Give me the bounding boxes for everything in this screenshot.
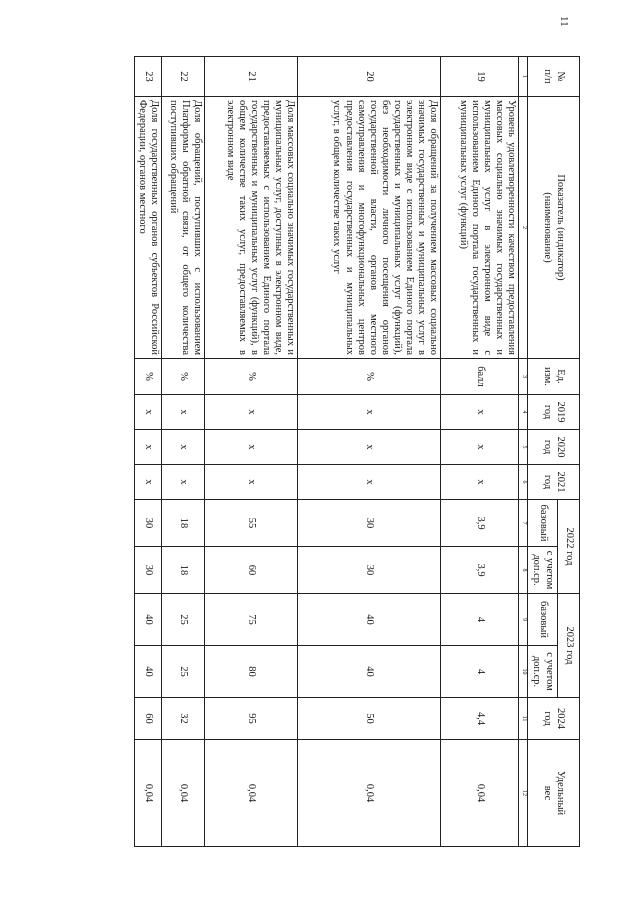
- value-2023-extra: 40: [298, 646, 441, 698]
- header-n: № п/п: [528, 57, 580, 97]
- unit-cell: %: [298, 359, 441, 395]
- column-number: 6: [519, 465, 528, 500]
- indicator-name: Доля обращений за получением массовых социально значимых государственных и муниципальных услуг в электронном виде с использованием Единого портала государственных и муниципальных услуг (функций), без необходимости личного посещения органов государственной власти, органов местного самоуправления и многофункциональных центров предоставления государственных и муниципальных услуг, в общем количестве таких услуг: [298, 97, 441, 359]
- header-2024: 2024 год: [528, 698, 580, 740]
- row-number: 21: [205, 57, 298, 97]
- indicator-name: Доля государственных органов субъектов Российской Федерации, органов местного: [134, 97, 161, 359]
- value-2020: х: [205, 430, 298, 465]
- value-2019: х: [134, 395, 161, 430]
- weight-cell: 0,04: [162, 740, 205, 847]
- column-number: 10: [519, 646, 528, 698]
- indicator-name: Уровень удовлетворенности качеством предоставления массовых социально значимых государственных и муниципальных услуг в электронном виде с использованием Единого портала государственных и муниципальных услуг (функций): [441, 97, 519, 359]
- column-number: 5: [519, 430, 528, 465]
- header-2023-base: базовый: [528, 594, 558, 646]
- value-2019: х: [441, 395, 519, 430]
- header-unit: Ед. изм.: [528, 359, 580, 395]
- row-number: 20: [298, 57, 441, 97]
- header-2020: 2020 год: [528, 430, 580, 465]
- value-2023-base: 40: [134, 594, 161, 646]
- header-2021: 2021 год: [528, 465, 580, 500]
- value-2023-extra: 80: [205, 646, 298, 698]
- column-number: 9: [519, 594, 528, 646]
- table-row: [134, 57, 161, 847]
- row-number: 22: [162, 57, 205, 97]
- rotated-table-wrapper: [110, 56, 580, 846]
- header-2022: 2022 год: [558, 500, 580, 594]
- column-number: 2: [519, 97, 528, 359]
- header-2019: 2019 год: [528, 395, 580, 430]
- value-2022-base: 30: [134, 500, 161, 547]
- weight-cell: 0,04: [298, 740, 441, 847]
- row-number: 19: [441, 57, 519, 97]
- header-row-1: [558, 57, 580, 847]
- weight-cell: 0,04: [205, 740, 298, 847]
- value-2020: х: [162, 430, 205, 465]
- unit-cell: %: [205, 359, 298, 395]
- header-indicator: Показатель (индикатор) (наименование): [528, 97, 580, 359]
- row-number: 23: [134, 57, 161, 97]
- value-2022-base: 3,9: [441, 500, 519, 547]
- value-2023-base: 75: [205, 594, 298, 646]
- indicator-name: Доля массовых социально значимых государственных и муниципальных услуг, доступных в электронном виде, предоставляемых с использованием Единого портала государственных и муниципальных услуг (функций), в общем количестве таких услуг, предоставляемых в электронном виде: [205, 97, 298, 359]
- value-2021: х: [298, 465, 441, 500]
- value-2022-base: 18: [162, 500, 205, 547]
- unit-cell: %: [162, 359, 205, 395]
- column-number: 11: [519, 698, 528, 740]
- weight-cell: 0,04: [441, 740, 519, 847]
- value-2022-extra: 30: [298, 547, 441, 594]
- header-2022-extra: с учетом доп.ср.: [528, 547, 558, 594]
- indicator-name: Доля обращений, поступивших с использованием Платформы обратной связи, от общего количества поступивших обращений: [162, 97, 205, 359]
- column-number: 3: [519, 359, 528, 395]
- value-2024: 95: [205, 698, 298, 740]
- value-2019: х: [205, 395, 298, 430]
- value-2023-base: 4: [441, 594, 519, 646]
- value-2024: 4,4: [441, 698, 519, 740]
- header-2022-base: базовый: [528, 500, 558, 547]
- value-2020: х: [134, 430, 161, 465]
- column-number: 4: [519, 395, 528, 430]
- value-2022-extra: 30: [134, 547, 161, 594]
- value-2019: х: [162, 395, 205, 430]
- value-2021: х: [162, 465, 205, 500]
- header-weight: Удельный вес: [528, 740, 580, 847]
- column-number: 8: [519, 547, 528, 594]
- table-row: [162, 57, 205, 847]
- column-number: 7: [519, 500, 528, 547]
- weight-cell: 0,04: [134, 740, 161, 847]
- value-2020: х: [441, 430, 519, 465]
- table-row: [298, 57, 441, 847]
- table-row: [441, 57, 519, 847]
- value-2020: х: [298, 430, 441, 465]
- value-2022-base: 30: [298, 500, 441, 547]
- value-2022-extra: 18: [162, 547, 205, 594]
- column-number: 1: [519, 57, 528, 97]
- header-2023-extra: с учетом доп.ср.: [528, 646, 558, 698]
- value-2019: х: [298, 395, 441, 430]
- value-2024: 32: [162, 698, 205, 740]
- header-2023: 2023 год: [558, 594, 580, 698]
- value-2021: х: [134, 465, 161, 500]
- value-2022-extra: 3,9: [441, 547, 519, 594]
- table-row: [205, 57, 298, 847]
- value-2022-base: 55: [205, 500, 298, 547]
- column-number-row: [519, 57, 528, 847]
- indicators-table: [134, 56, 580, 847]
- value-2023-base: 40: [298, 594, 441, 646]
- unit-cell: %: [134, 359, 161, 395]
- page-number: 11: [558, 16, 570, 27]
- value-2023-extra: 4: [441, 646, 519, 698]
- value-2023-extra: 25: [162, 646, 205, 698]
- value-2023-extra: 40: [134, 646, 161, 698]
- column-number: 12: [519, 740, 528, 847]
- value-2021: х: [205, 465, 298, 500]
- value-2021: х: [441, 465, 519, 500]
- value-2024: 50: [298, 698, 441, 740]
- value-2022-extra: 60: [205, 547, 298, 594]
- unit-cell: балл: [441, 359, 519, 395]
- value-2023-base: 25: [162, 594, 205, 646]
- value-2024: 60: [134, 698, 161, 740]
